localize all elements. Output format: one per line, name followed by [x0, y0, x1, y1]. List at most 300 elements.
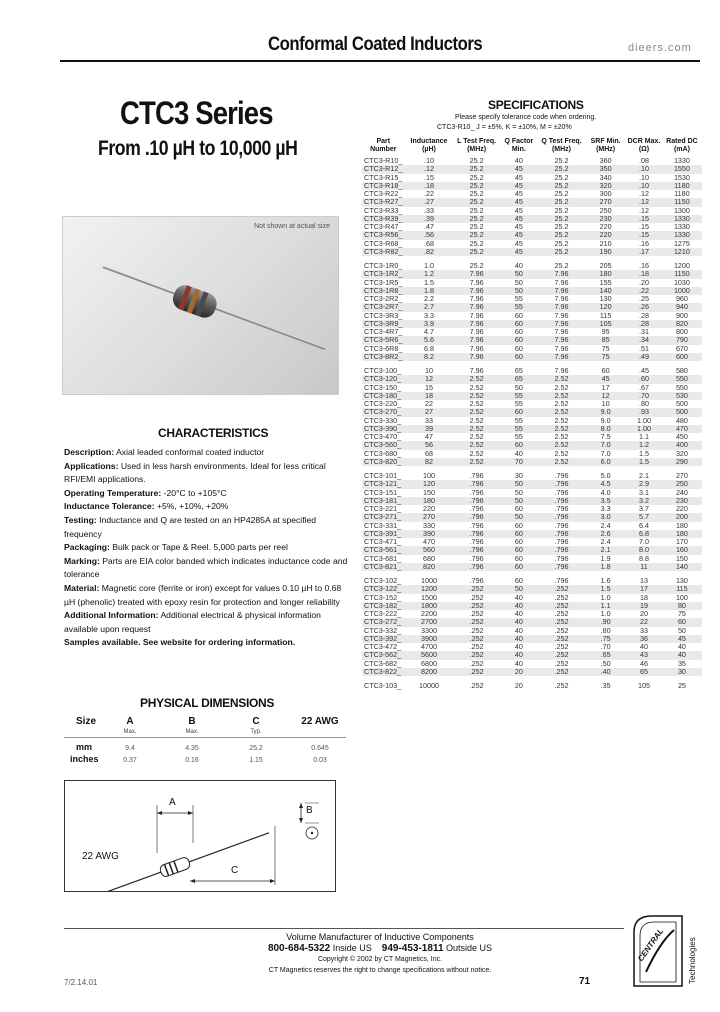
spec-cell: CTC3-180_: [362, 392, 405, 400]
spec-cell: 1.6: [600, 576, 611, 585]
spec-cell: 800: [675, 327, 688, 336]
spec-cell: 3.3: [600, 504, 611, 513]
spec-cell: 7.96: [554, 366, 569, 375]
phone-outside: 949-453-1811: [381, 943, 444, 954]
spec-row: [362, 408, 702, 416]
spec-cell: 50: [500, 480, 538, 488]
series-subtitle: From .10 µH to 10,000 µH: [98, 137, 298, 160]
spec-cell: 7.96: [538, 336, 585, 344]
spec-cell: 2.52: [554, 382, 569, 392]
spec-cell: .796: [469, 471, 484, 480]
spec-cell: .90: [585, 618, 626, 626]
spec-cell: .15: [638, 222, 649, 231]
spec-row: [362, 643, 702, 651]
spec-cell: 2.52: [453, 408, 500, 416]
spec-cell: 25.2: [469, 156, 484, 165]
spec-cell: 2.52: [554, 415, 569, 425]
spec-cell: .15: [626, 231, 662, 239]
spec-cell: .796: [554, 576, 569, 585]
spec-row: [362, 594, 702, 602]
spec-row: [362, 618, 702, 626]
spec-row: [362, 262, 702, 270]
spec-cell: 13: [639, 576, 648, 585]
spec-cell: 1330: [662, 215, 702, 223]
spec-cell: 3.3: [423, 310, 434, 320]
spec-cell: CTC3-R12_: [362, 165, 405, 173]
spec-cell: 25.2: [469, 205, 484, 215]
spec-cell: 2.52: [453, 458, 500, 466]
spec-cell: 7.96: [538, 303, 585, 311]
spec-cell: .10: [423, 156, 434, 165]
spec-cell: 360: [599, 156, 612, 165]
spec-row: [362, 392, 702, 400]
phone-inside: 800-684-5322: [267, 943, 331, 954]
spec-cell: 60: [500, 563, 538, 571]
spec-row: [362, 505, 702, 513]
spec-cell: 150: [675, 553, 688, 563]
spec-cell: 40: [514, 156, 523, 165]
spec-cell: 9.0: [585, 408, 626, 416]
spec-cell: 55: [514, 294, 523, 303]
spec-row: [362, 450, 702, 458]
spec-cell: 2.52: [538, 392, 585, 400]
spec-cell: 330: [422, 520, 435, 530]
spec-cell: 560: [405, 546, 454, 554]
central-logo: [630, 912, 700, 990]
spec-cell: 20: [514, 681, 523, 690]
spec-cell: 205: [599, 261, 612, 270]
spec-cell: 4.5: [585, 480, 626, 488]
spec-cell: 33: [639, 625, 648, 635]
spec-cell: 180: [662, 530, 702, 538]
spec-cell: CTC3-182_: [362, 602, 405, 610]
spec-cell: .796: [469, 553, 484, 563]
header-divider: [60, 60, 700, 62]
spec-cell: 1.5: [423, 277, 434, 287]
spec-cell: CTC3-R18_: [362, 182, 405, 190]
spec-cell: .252: [453, 651, 500, 659]
spec-cell: CTC3-100_: [364, 366, 402, 375]
spec-cell: 220: [675, 504, 688, 513]
spec-cell: 5.0: [600, 471, 611, 480]
spec-cell: 30: [662, 668, 702, 676]
spec-cell: 60: [662, 618, 702, 626]
spec-cell: 1500: [420, 592, 437, 602]
spec-cell: 1800: [405, 602, 454, 610]
spec-cell: CTC3-820_: [362, 458, 405, 466]
spec-cell: 25.2: [469, 238, 484, 248]
spec-cell: .252: [469, 592, 484, 602]
spec-cell: .252: [538, 668, 585, 676]
spec-cell: 1.00: [636, 415, 651, 425]
spec-cell: .252: [538, 651, 585, 659]
spec-cell: .26: [626, 303, 662, 311]
spec-cell: 40: [500, 651, 538, 659]
spec-cell: 40: [639, 642, 648, 651]
spec-cell: 20: [500, 668, 538, 676]
spec-cell: CTC3-2R2_: [364, 294, 403, 303]
spec-cell: CTC3-332_: [364, 625, 402, 635]
spec-cell: .40: [585, 668, 626, 676]
spec-cell: 55: [514, 399, 523, 408]
spec-cell: 60: [514, 553, 523, 563]
spec-cell: 75: [601, 343, 610, 353]
spec-cell: 45: [500, 215, 538, 223]
spec-cell: 35: [677, 658, 686, 668]
spec-cell: 25.2: [453, 231, 500, 239]
spec-cell: 8.2: [405, 353, 454, 361]
spec-cell: 11: [626, 563, 662, 571]
char-marking: Marking: Parts are EIA color banded which indicates inductance code and tolerance: [64, 555, 348, 580]
spec-cell: .12: [638, 205, 649, 215]
spec-cell: CTC3-1R8_: [362, 287, 405, 295]
spec-cell: 2.2: [423, 294, 434, 303]
spec-header-5: SRF Min. (MHz): [590, 138, 621, 153]
spec-cell: 160: [662, 546, 702, 554]
spec-cell: 40: [514, 592, 523, 602]
spec-cell: 7.96: [554, 310, 569, 320]
spec-cell: 25.2: [469, 222, 484, 231]
spec-cell: 25.2: [538, 182, 585, 190]
spec-cell: 230: [662, 497, 702, 505]
spec-cell: 60: [514, 520, 523, 530]
spec-cell: CTC3-561_: [362, 546, 405, 554]
spec-cell: CTC3-151_: [364, 487, 402, 497]
spec-cell: .252: [453, 618, 500, 626]
spec-cell: 115: [599, 310, 612, 320]
spec-cell: 25.2: [453, 182, 500, 190]
spec-cell: .25: [638, 294, 649, 303]
spec-cell: .82: [405, 248, 454, 256]
footer-copyright: Copyright © 2002 by CT Magnetics, Inc.: [317, 956, 443, 963]
spec-cell: 7.96: [538, 270, 585, 278]
spec-row: [362, 546, 702, 554]
spec-cell: CTC3-271_: [362, 513, 405, 521]
spec-cell: 150: [422, 487, 435, 497]
spec-cell: 100: [675, 592, 688, 602]
spec-cell: 7.96: [469, 343, 484, 353]
spec-cell: 15: [424, 382, 433, 392]
spec-cell: CTC3-562_: [362, 651, 405, 659]
spec-cell: 400: [662, 441, 702, 449]
spec-cell: 39: [405, 425, 454, 433]
spec-cell: 50: [500, 270, 538, 278]
spec-cell: 43: [626, 651, 662, 659]
spec-cell: 3.2: [626, 497, 662, 505]
spec-row: [362, 295, 702, 303]
spec-cell: 60: [514, 343, 523, 353]
spec-cell: 45: [500, 165, 538, 173]
spec-cell: .252: [538, 618, 585, 626]
spec-cell: CTC3-120_: [362, 375, 405, 383]
spec-cell: .796: [538, 546, 585, 554]
spec-cell: .22: [626, 287, 662, 295]
photo-note: Not shown at actual size: [254, 223, 330, 230]
spec-cell: 50: [500, 513, 538, 521]
dim-in-c: 1.15: [249, 757, 263, 764]
spec-row: [362, 320, 702, 328]
spec-cell: .20: [638, 277, 649, 287]
spec-cell: .16: [638, 238, 649, 248]
spec-cell: .67: [638, 382, 649, 392]
spec-tolerance-codes: CTC3-R10_ J = ±5%, K = ±10%, M = ±20%: [437, 124, 572, 131]
diagram-label-a: A: [169, 797, 176, 808]
spec-cell: 70: [500, 458, 538, 466]
spec-cell: 95: [601, 327, 610, 336]
spec-cell: 2.6: [585, 530, 626, 538]
spec-cell: CTC3-682_: [364, 658, 402, 668]
spec-cell: 7.96: [469, 310, 484, 320]
spec-cell: .252: [538, 602, 585, 610]
spec-cell: .796: [453, 563, 500, 571]
spec-cell: 65: [514, 366, 523, 375]
spec-cell: CTC3-R27_: [362, 198, 405, 206]
spec-cell: 60: [500, 441, 538, 449]
spec-cell: .27: [405, 198, 454, 206]
diagram-label-c: C: [231, 865, 239, 876]
spec-cell: 45: [662, 635, 702, 643]
dim-mm-b: 4.35: [185, 745, 199, 752]
spec-cell: 46: [639, 658, 648, 668]
spec-row: [362, 610, 702, 618]
dim-sub-c: Typ.: [250, 729, 262, 735]
spec-cell: 3.7: [638, 504, 649, 513]
spec-header-row: [362, 138, 702, 157]
spec-row: [362, 231, 702, 239]
dimension-diagram: [64, 780, 336, 892]
spec-cell: 2.52: [538, 408, 585, 416]
spec-cell: 6.4: [638, 520, 649, 530]
spec-row: [362, 489, 702, 497]
spec-cell: CTC3-470_: [364, 432, 402, 441]
footer-phones: [195, 943, 565, 954]
spec-cell: 25.2: [554, 261, 569, 270]
spec-cell: .10: [638, 172, 649, 182]
spec-cell: 1210: [662, 248, 702, 256]
spec-cell: .252: [538, 585, 585, 593]
spec-cell: 25.2: [554, 156, 569, 165]
spec-cell: 60: [514, 537, 523, 546]
dim-divider: [64, 737, 346, 738]
spec-cell: .15: [423, 172, 434, 182]
spec-cell: 220: [585, 231, 626, 239]
spec-cell: 340: [599, 172, 612, 182]
spec-cell: 40: [514, 642, 523, 651]
spec-cell: 320: [675, 448, 688, 458]
dim-unit-mm: mm: [76, 742, 93, 752]
spec-cell: 12: [405, 375, 454, 383]
spec-cell: .70: [600, 642, 611, 651]
spec-cell: 1180: [662, 182, 702, 190]
spec-cell: 300: [599, 189, 612, 198]
spec-header-6: DCR Max. (Ω): [627, 138, 661, 153]
spec-cell: .51: [638, 343, 649, 353]
char-temperature: Operating Temperature: -20°C to +105°C: [64, 487, 227, 498]
spec-cell: 45: [514, 222, 523, 231]
spec-header-7: Rated DC (mA): [666, 138, 698, 153]
spec-cell: .252: [469, 681, 484, 690]
spec-cell: 80: [662, 602, 702, 610]
spec-cell: 320: [585, 182, 626, 190]
spec-cell: CTC3-270_: [362, 408, 405, 416]
spec-cell: 7.96: [538, 320, 585, 328]
spec-cell: 580: [675, 366, 688, 375]
spec-cell: 820: [662, 320, 702, 328]
spec-cell: 55: [500, 392, 538, 400]
spec-cell: 25.2: [453, 165, 500, 173]
spec-cell: 1.00: [626, 425, 662, 433]
spec-cell: .33: [423, 205, 434, 215]
spec-row: [362, 240, 702, 248]
spec-cell: 25: [677, 681, 686, 690]
spec-cell: CTC3-4R7_: [364, 327, 403, 336]
spec-row: [362, 651, 702, 659]
spec-cell: 56: [405, 441, 454, 449]
spec-cell: CTC3-222_: [364, 609, 402, 618]
spec-cell: 40: [500, 602, 538, 610]
spec-row: [362, 312, 702, 320]
spec-cell: 65: [626, 668, 662, 676]
spec-cell: 3900: [405, 635, 454, 643]
dim-mm-a: 9.4: [125, 745, 135, 752]
spec-cell: .34: [626, 336, 662, 344]
spec-cell: 140: [662, 563, 702, 571]
spec-cell: 40: [514, 261, 523, 270]
spec-cell: 390: [405, 530, 454, 538]
spec-row: [362, 602, 702, 610]
spec-row: [362, 165, 702, 173]
spec-cell: 40: [514, 448, 523, 458]
spec-cell: 500: [675, 399, 688, 408]
spec-cell: 25.2: [453, 248, 500, 256]
spec-cell: 27: [405, 408, 454, 416]
spec-cell: CTC3-272_: [362, 618, 405, 626]
spec-row: [362, 367, 702, 375]
spec-cell: CTC3-103_: [364, 681, 402, 690]
spec-cell: .252: [453, 635, 500, 643]
spec-row: [362, 668, 702, 676]
dim-col-a: A: [126, 716, 134, 727]
spec-cell: 270: [405, 513, 454, 521]
spec-cell: 1275: [673, 238, 690, 248]
spec-cell: 9.0: [600, 415, 611, 425]
spec-cell: 7.5: [600, 432, 611, 441]
spec-cell: 47: [424, 432, 433, 441]
spec-cell: 5600: [405, 651, 454, 659]
spec-cell: .65: [585, 651, 626, 659]
spec-row: [362, 198, 702, 206]
spec-row: [362, 585, 702, 593]
spec-cell: 2.52: [469, 415, 484, 425]
spec-cell: .28: [626, 320, 662, 328]
spec-cell: 2.52: [469, 432, 484, 441]
spec-row: [362, 279, 702, 287]
spec-row: [362, 682, 702, 690]
diagram-label-b: B: [306, 805, 313, 816]
footer-date: 7/2.14.01: [64, 978, 98, 987]
spec-cell: 2.52: [554, 399, 569, 408]
spec-cell: 7.0: [638, 537, 649, 546]
spec-cell: 350: [585, 165, 626, 173]
spec-cell: 45: [500, 248, 538, 256]
spec-cell: 180: [405, 497, 454, 505]
spec-cell: 7.96: [554, 277, 569, 287]
spec-cell: 1550: [662, 165, 702, 173]
dim-sub-a: Max.: [123, 729, 137, 735]
spec-cell: 10000: [418, 681, 439, 690]
spec-cell: CTC3-391_: [362, 530, 405, 538]
product-photo: [62, 216, 339, 395]
spec-cell: 25.2: [453, 198, 500, 206]
spec-cell: 55: [500, 425, 538, 433]
spec-cell: 7.96: [453, 270, 500, 278]
spec-cell: CTC3-R22_: [364, 189, 403, 198]
characteristics-list: [64, 446, 349, 650]
spec-cell: CTC3-5R6_: [362, 336, 405, 344]
spec-cell: 45: [585, 375, 626, 383]
spec-cell: .796: [453, 480, 500, 488]
spec-cell: 6.0: [585, 458, 626, 466]
char-description: Description: Axial leaded conformal coated inductor: [64, 447, 265, 457]
spec-cell: 40: [677, 642, 686, 651]
spec-row: [362, 441, 702, 449]
spec-cell: 1.8: [585, 563, 626, 571]
spec-cell: 450: [675, 432, 688, 441]
spec-row: [362, 627, 702, 635]
spec-cell: .17: [626, 248, 662, 256]
spec-row: [362, 577, 702, 585]
char-samples: Samples available. See website for ordering information.: [64, 637, 296, 648]
spec-cell: 2.52: [538, 375, 585, 383]
spec-row: [362, 328, 702, 336]
spec-cell: 17: [601, 382, 610, 392]
spec-cell: 200: [662, 513, 702, 521]
spec-cell: .796: [538, 563, 585, 571]
spec-cell: .796: [469, 576, 484, 585]
spec-cell: 1200: [673, 261, 690, 270]
spec-cell: 230: [585, 215, 626, 223]
spec-cell: 3.5: [585, 497, 626, 505]
website-text: dieers.com: [628, 42, 692, 54]
spec-cell: CTC3-3R3_: [364, 310, 403, 320]
char-packaging: Packaging: Bulk pack or Tape & Reel. 5,000 parts per reel: [64, 542, 288, 553]
spec-cell: 50: [500, 585, 538, 593]
spec-cell: 2700: [405, 618, 454, 626]
spec-cell: .252: [469, 658, 484, 668]
spec-cell: .15: [626, 215, 662, 223]
spec-cell: .252: [554, 625, 569, 635]
spec-row: [362, 270, 702, 278]
spec-cell: 2.4: [600, 520, 611, 530]
spec-cell: 55: [500, 303, 538, 311]
spec-row: [362, 190, 702, 198]
spec-cell: 25.2: [554, 238, 569, 248]
spec-cell: 790: [662, 336, 702, 344]
spec-cell: 17: [626, 585, 662, 593]
spec-cell: 270: [585, 198, 626, 206]
spec-cell: 25.2: [554, 189, 569, 198]
spec-cell: 2.52: [453, 441, 500, 449]
spec-cell: CTC3-R10_: [364, 156, 403, 165]
spec-row: [362, 635, 702, 643]
spec-cell: 2.52: [469, 448, 484, 458]
spec-cell: 7.96: [469, 327, 484, 336]
spec-cell: .252: [554, 681, 569, 690]
spec-cell: 2.52: [453, 425, 500, 433]
spec-cell: 2.52: [469, 399, 484, 408]
spec-cell: 50: [500, 497, 538, 505]
spec-cell: 1030: [673, 277, 690, 287]
